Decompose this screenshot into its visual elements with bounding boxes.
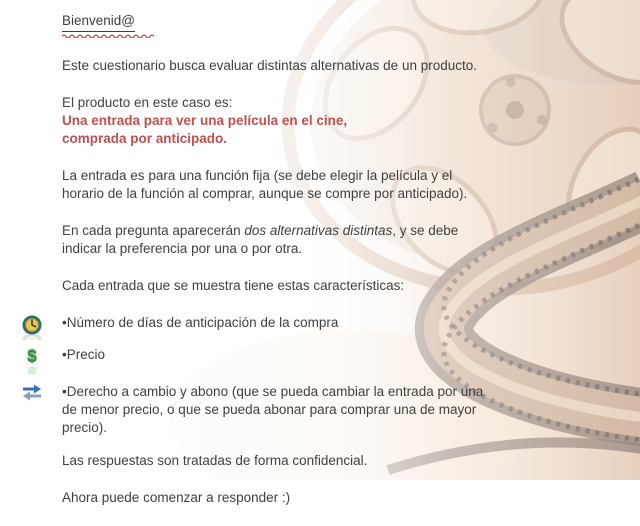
alternativas-italic: dos alternativas distintas bbox=[244, 223, 393, 238]
alternativas-after: , y se debe bbox=[392, 223, 459, 238]
dollar-icon: $ bbox=[27, 346, 37, 365]
welcome-text-block bbox=[22, 12, 500, 526]
clock-reflection bbox=[22, 335, 42, 340]
closing-paragraph: Ahora puede comenzar a responder :) bbox=[62, 490, 291, 505]
feature-text-anticipacion: •Número de días de anticipación de la compra bbox=[62, 315, 339, 330]
swap-arrows-icon bbox=[21, 384, 43, 401]
feature-row-anticipacion bbox=[22, 314, 500, 342]
intro-paragraph: Este cuestionario busca evaluar distintas alternativas de un producto. bbox=[62, 58, 477, 73]
feature-text-cambio-3: precio). bbox=[62, 420, 108, 435]
title-block bbox=[62, 12, 500, 38]
confidencial-paragraph: Las respuestas son tratadas de forma confidencial. bbox=[62, 453, 368, 468]
feature-text-cambio-2: de menor precio, o que se pueda abonar para comprar una de mayor bbox=[62, 402, 477, 417]
spellcheck-squiggle-icon bbox=[62, 33, 154, 38]
feature-text-precio: •Precio bbox=[62, 347, 105, 362]
clock-icon bbox=[22, 315, 42, 335]
funcion-line-1: La entrada es para una función fija (se debe elegir la película y el bbox=[62, 168, 453, 183]
feature-text-cambio-1: •Derecho a cambio y abono (que se pueda cambiar la entrada por una bbox=[62, 384, 484, 399]
feature-row-cambio bbox=[22, 383, 500, 437]
funcion-line-2: horario de la función al comprar, aunque se compre por anticipado). bbox=[62, 186, 468, 201]
product-label: El producto en este caso es: bbox=[62, 95, 233, 110]
product-line-1: Una entrada para ver una película en el cine, bbox=[62, 113, 348, 128]
feature-list bbox=[22, 314, 500, 437]
feature-row-precio bbox=[22, 346, 500, 379]
alternativas-paragraph bbox=[62, 222, 500, 258]
product-line-2: comprada por anticipado. bbox=[62, 131, 228, 146]
product-description bbox=[62, 112, 500, 148]
alternativas-line-2: indicar la preferencia por una o por otra. bbox=[62, 241, 303, 256]
funcion-paragraph bbox=[62, 167, 500, 203]
page-title: Bienvenid@ bbox=[62, 12, 135, 32]
dollar-reflection: $ bbox=[27, 365, 37, 376]
caracteristicas-paragraph: Cada entrada que se muestra tiene estas características: bbox=[62, 278, 405, 293]
alternativas-before: En cada pregunta aparecerán bbox=[62, 223, 245, 238]
